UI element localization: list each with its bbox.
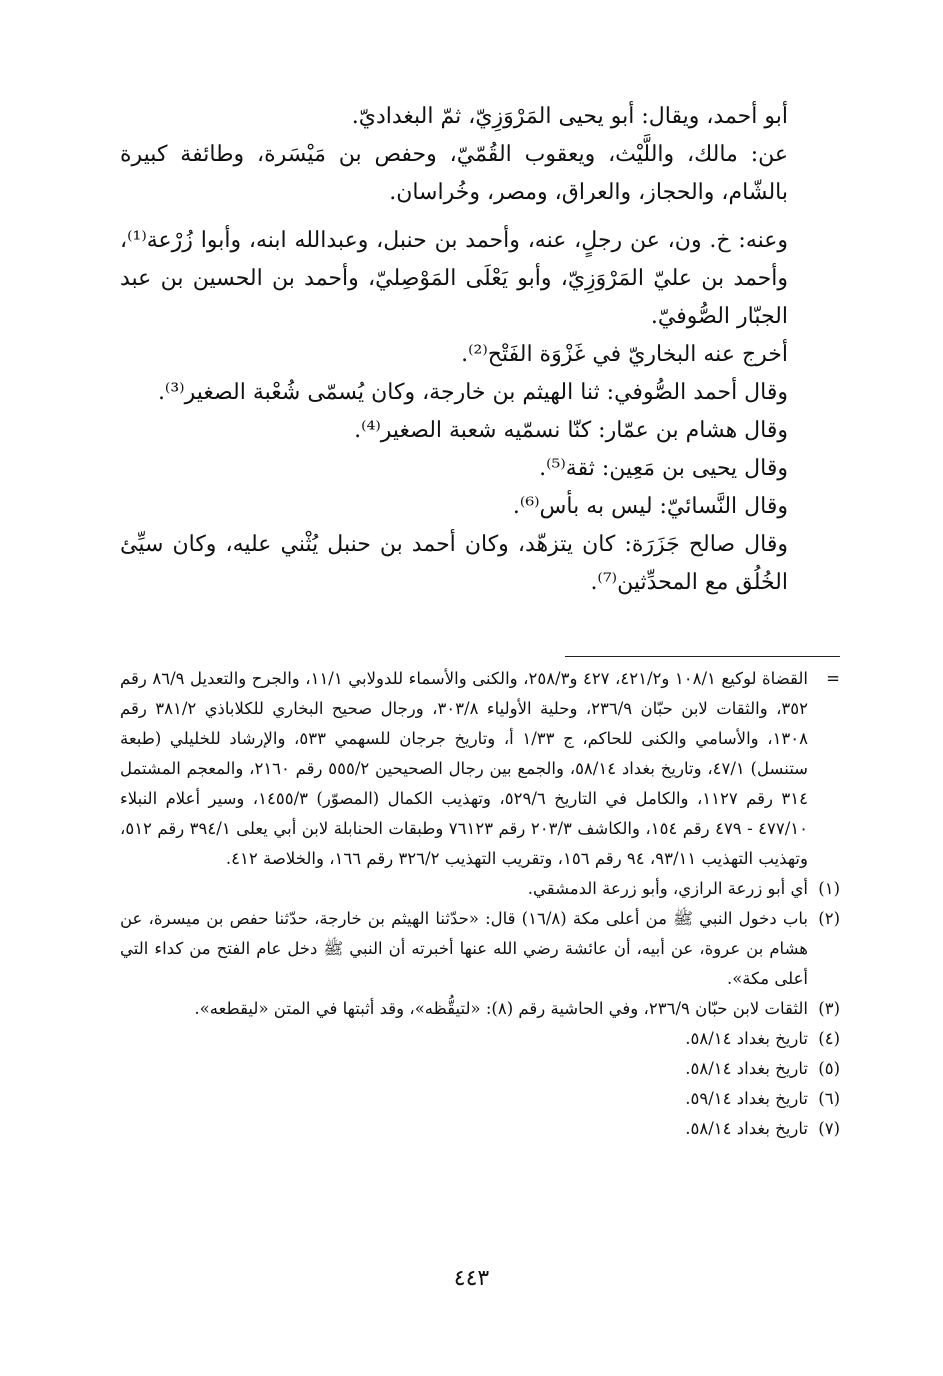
footnote-1 — [120, 874, 840, 904]
main-paragraph: وقال النَّسائيّ: ليس به بأس⁽⁶⁾. — [512, 494, 788, 519]
footnote-text: أي أبو زرعة الرازي، وأبو زرعة الدمشقي. — [527, 879, 808, 898]
footnote-5 — [120, 1054, 840, 1084]
continuation-marker: = — [826, 669, 840, 688]
main-text — [120, 98, 840, 602]
footnote-text: تاريخ بغداد ٥٨/١٤. — [685, 1029, 808, 1048]
main-paragraph: وقال أحمد الصُّوفي: ثنا الهيثم بن خارجة، وكان يُسمّى شُعْبة الصغير⁽³⁾. — [157, 380, 788, 405]
main-paragraph: وقال صالح جَزَرَة: كان يتزهّد، وكان أحمد بن حنبل يُثْني عليه، وكان سيِّئ الخُلُق مع المحدِّثين⁽⁷⁾. — [120, 532, 788, 595]
footnote-number: (١) — [818, 879, 840, 898]
footnote-number: (٣) — [818, 999, 840, 1018]
main-paragraph: وعنه: خ. ون، عن رجلٍ، عنه، وأحمد بن حنبل، وعبدالله ابنه، وأبوا زُرْعة⁽¹⁾، وأحمد بن عليّ المَرْوَزِيّ، وأبو يَعْلَى المَوْصِليّ، وأحمد بن الحسين بن عبد الجبّار الصُّوفيّ. — [120, 228, 788, 329]
footnote-number: (٤) — [818, 1029, 840, 1048]
footnote-divider — [565, 656, 840, 657]
footnote-6 — [120, 1084, 840, 1114]
footnote-number: (٥) — [818, 1059, 840, 1078]
footnote-text: باب دخول النبي ﷺ من أعلى مكة (١٦/٨) قال: «حدّثنا الهيثم بن خارجة، حدّثنا حفص بن ميسرة، عن هشام بن عروة، عن أبيه، أن عائشة رضي الله عنها أخبرته أن النبي ﷺ دخل عام الفتح من كداء التي أعلى مكة». — [120, 909, 808, 988]
footnote-4 — [120, 1024, 840, 1054]
footnote-2 — [120, 904, 840, 994]
footnote-text: تاريخ بغداد ٥٨/١٤. — [685, 1119, 808, 1138]
footnotes — [120, 664, 840, 1144]
footnote-text: تاريخ بغداد ٥٩/١٤. — [685, 1089, 808, 1108]
main-paragraph: أخرج عنه البخاريّ في غَزْوَة الفَتْح⁽²⁾. — [461, 342, 788, 367]
footnote-continuation — [120, 664, 840, 874]
main-paragraph: أبو أحمد، ويقال: أبو يحيى المَرْوَزِيّ، ثمّ البغداديّ. — [351, 104, 788, 129]
main-paragraph: وقال يحيى بن مَعِين: ثقة⁽⁵⁾. — [539, 456, 788, 481]
footnote-text: الثقات لابن حبّان ٢٣٦/٩، وفي الحاشية رقم (٨): «لتيقُّظه»، وقد أثبتها في المتن «ليقطعه». — [194, 999, 808, 1018]
footnote-number: (٦) — [818, 1089, 840, 1108]
main-paragraph: عن: مالك، واللَّيْث، ويعقوب القُمّيّ، وحفص بن مَيْسَرة، وطائفة كبيرة بالشّام، والحجاز، والعراق، ومصر، وخُراسان. — [120, 142, 788, 205]
footnote-7 — [120, 1114, 840, 1144]
footnote-number: (٧) — [818, 1119, 840, 1138]
page-number: ٤٤٣ — [453, 1266, 490, 1291]
footnote-text: تاريخ بغداد ٥٨/١٤. — [685, 1059, 808, 1078]
main-paragraph: وقال هشام بن عمّار: كنّا نسمّيه شعبة الصغير⁽⁴⁾. — [354, 418, 788, 443]
footnote-text: القضاة لوكيع ١٠٨/١ و٤٢١/٢، ٤٢٧ و٢٥٨/٣، والكنى والأسماء للدولابي ١١/١، والجرح والتعديل ٨٦/٩ رقم ٣٥٢، والثقات لابن حبّان ٢٣٦/٩، وحلية الأولياء ٣٠٣/٨، ورجال صحيح البخاري للكلاباذي ٣٨١/٢ رقم ١٣٠٨، والأسامي والكنى للحاكم، ج ١/٣٣ أ، وتاريخ جرجان للسهمي ٥٣٣، والإرشاد للخليلي (طبعة ستنسل) ٤٧/١، وتاريخ بغداد ٥٨/١٤، والجمع بين رجال الصحيحين ٥٥٥/٢ رقم ٢١٦٠، والمعجم المشتمل ٣١٤ رقم ١١٢٧، والكامل في التاريخ ٥٢٩/٦، وتهذيب الكمال (المصوّر) ١٤٥٥/٣، وسير أعلام النبلاء ٤٧٧/١٠ - ٤٧٩ رقم ١٥٤، والكاشف ٢٠٣/٣ رقم ٧٦١٢٣ وطبقات الحنابلة لابن أبي يعلى ٣٩٤/١ رقم ٥١٢، وتهذيب التهذيب ٩٣/١١، ٩٤ رقم ١٥٦، وتقريب التهذيب ٣٢٦/٢ رقم ١٦٦، والخلاصة ٤١٢. — [120, 669, 809, 868]
footnote-3 — [120, 994, 840, 1024]
footnote-number: (٢) — [818, 909, 840, 928]
